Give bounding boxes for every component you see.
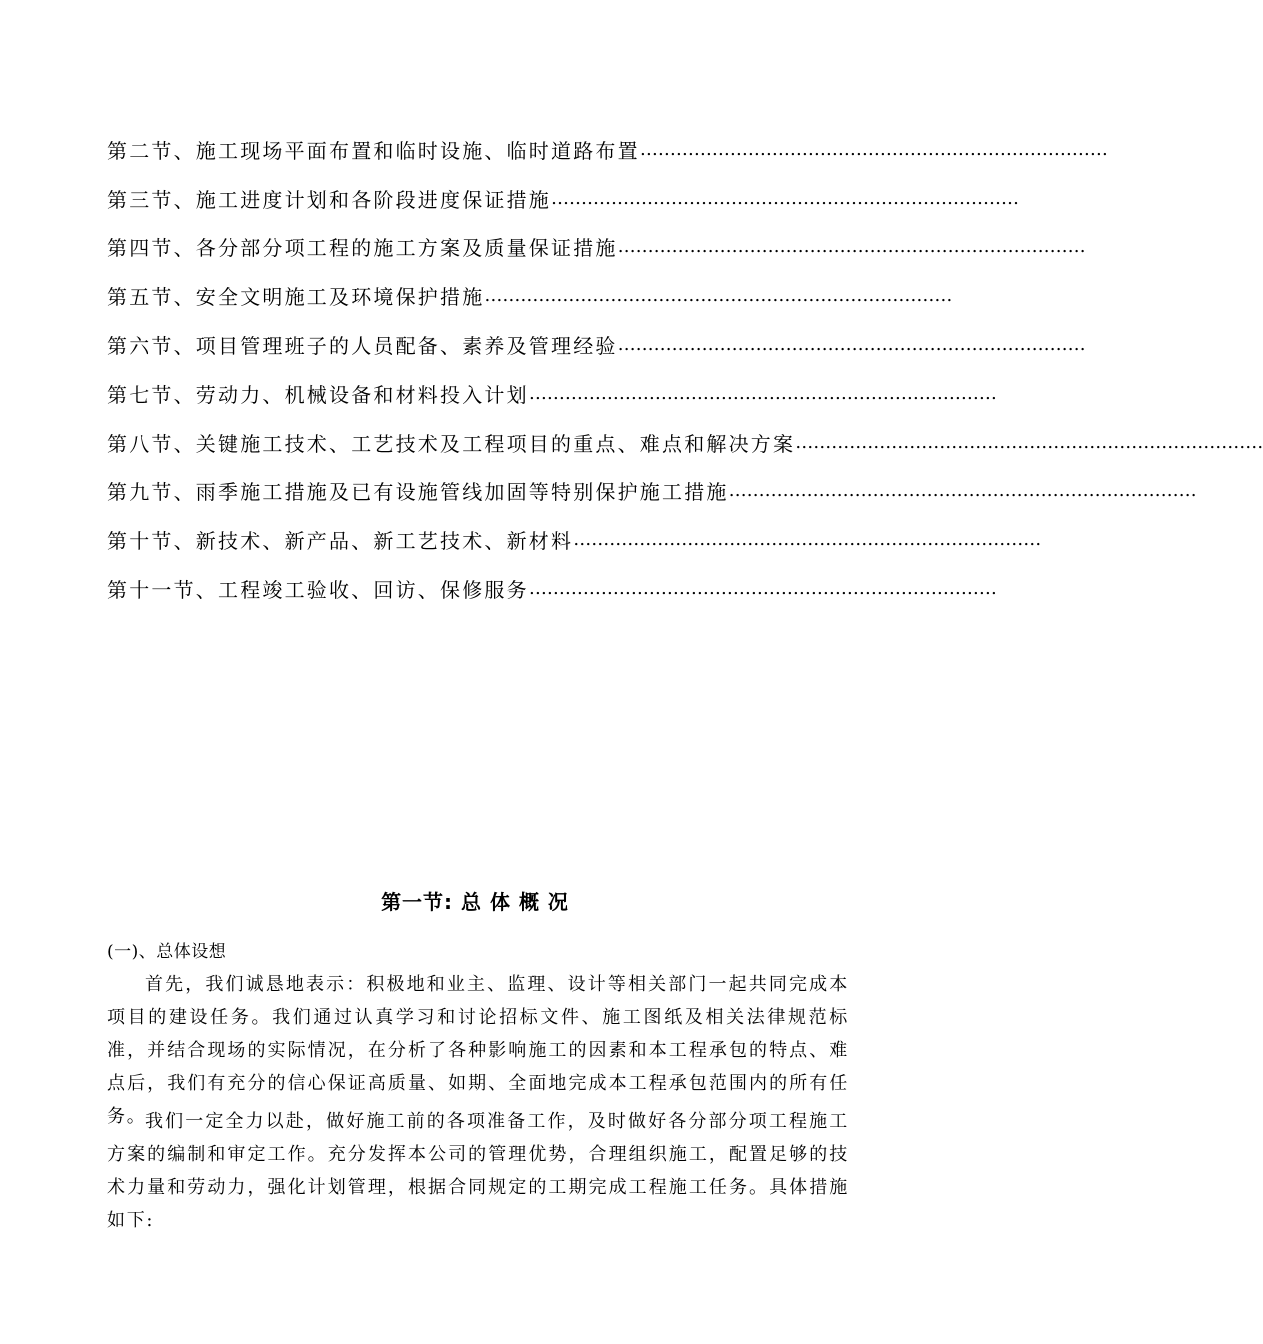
toc-leader-dots: …………………………………………………………………… xyxy=(639,138,1108,160)
toc-entry xyxy=(107,320,1086,369)
toc-entry xyxy=(107,564,997,613)
toc-entry-label: 第四节、各分部分项工程的施工方案及质量保证措施 xyxy=(107,236,618,261)
toc-entry-label: 第六节、项目管理班子的人员配备、素养及管理经验 xyxy=(107,334,618,359)
toc-leader-dots: …………………………………………………………………… xyxy=(551,187,1019,209)
toc-entry xyxy=(107,515,1042,564)
toc-entry xyxy=(107,271,953,320)
body-paragraph: 我们一定全力以赴，做好施工前的各项准备工作，及时做好各分部分项工程施工方案的编制和审定工作。充分发挥本公司的管理优势，合理组织施工，配置足够的技术力量和劳动力，强化计划管理，根据合同规定的工期完成工程施工任务。具体措施如下: xyxy=(107,1111,849,1231)
toc-entry-label: 第十节、新技术、新产品、新工艺技术、新材料 xyxy=(107,529,574,554)
toc-leader-dots: …………………………………………………………………… xyxy=(617,334,1086,356)
toc-leader-dots: …………………………………………………………………… xyxy=(795,431,1263,453)
toc-leader-dots: …………………………………………………………………… xyxy=(528,382,997,404)
table-of-contents xyxy=(107,125,1263,613)
toc-entry-label: 第十一节、工程竣工验收、回访、保修服务 xyxy=(107,578,529,603)
toc-entry-label: 第八节、关键施工技术、工艺技术及工程项目的重点、难点和解决方案 xyxy=(107,431,796,456)
toc-entry xyxy=(107,223,1086,272)
toc-entry xyxy=(107,369,997,418)
toc-entry-label: 第七节、劳动力、机械设备和材料投入计划 xyxy=(107,382,529,407)
toc-entry xyxy=(107,125,1108,174)
toc-entry-label: 第九节、雨季施工措施及已有设施管线加固等特别保护施工措施 xyxy=(107,480,729,505)
body-paragraph: 首先，我们诚恳地表示：积极地和业主、监理、设计等相关部门一起共同完成本项目的建设任务。我们通过认真学习和讨论招标文件、施工图纸及相关法律规范标准，并结合现场的实际情况，在分析了各种影响施工的因素和本工程承包的特点、难点后，我们有充分的信心保证高质量、如期、全面地完成本工程承包范围内的所有任务。 xyxy=(107,974,849,1127)
toc-entry xyxy=(107,174,1019,223)
toc-leader-dots: …………………………………………………………………… xyxy=(728,480,1197,502)
section-title: 第一节: 总 体 概 况 xyxy=(381,890,569,914)
toc-leader-dots: …………………………………………………………………… xyxy=(528,578,997,600)
subsection-heading: (一)、总体设想 xyxy=(107,942,227,962)
toc-entry xyxy=(107,467,1197,516)
toc-leader-dots: …………………………………………………………………… xyxy=(573,529,1042,551)
toc-leader-dots: …………………………………………………………………… xyxy=(484,285,953,307)
toc-entry-label: 第二节、施工现场平面布置和临时设施、临时道路布置 xyxy=(107,138,640,163)
toc-leader-dots: …………………………………………………………………… xyxy=(617,236,1086,258)
toc-entry xyxy=(107,418,1263,467)
toc-entry-label: 第三节、施工进度计划和各阶段进度保证措施 xyxy=(107,187,551,212)
toc-entry-label: 第五节、安全文明施工及环境保护措施 xyxy=(107,285,485,310)
